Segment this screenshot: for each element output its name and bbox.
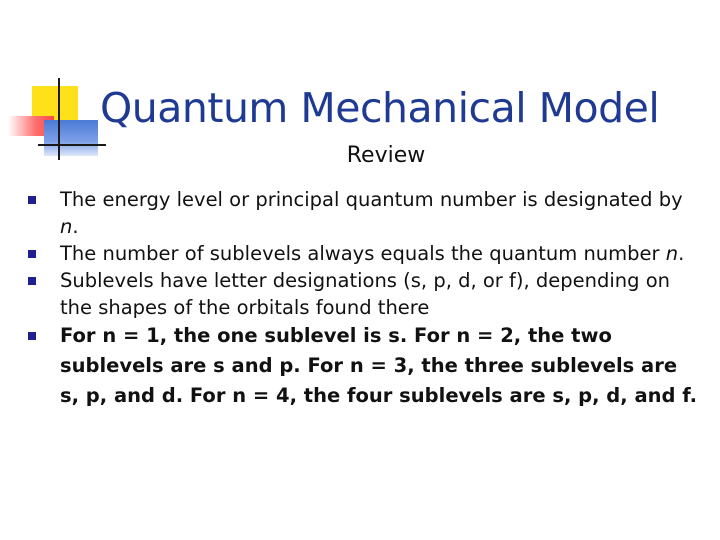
bullet-text-end: . (678, 242, 685, 265)
square-bullet-icon (28, 277, 36, 285)
bullet-item (28, 321, 698, 411)
bullet-italic-text: n (665, 242, 679, 265)
bullet-item (28, 267, 698, 321)
bullet-text: The number of sublevels always equals the quantum number (60, 242, 666, 265)
bullet-text-end: . (72, 215, 79, 238)
bullet-item (28, 186, 698, 240)
bullet-text: For n = 1, the one sublevel is s. For n = 2, the two sublevels are s and p. For n = 3, the three sublevels are s, p, and d. For n = 4, the four sublevels are s, p, d, and f. (60, 324, 698, 407)
bullet-item (28, 240, 698, 267)
slide-title: Quantum Mechanical Model (100, 84, 660, 132)
bullet-list (28, 186, 698, 411)
square-bullet-icon (28, 332, 36, 340)
logo-horizontal-line (38, 144, 106, 146)
logo-blue-square (44, 120, 98, 156)
square-bullet-icon (28, 250, 36, 258)
square-bullet-icon (28, 196, 36, 204)
bullet-text: Sublevels have letter designations (s, p, d, or f), depending on the shapes of the orbitals found there (60, 269, 671, 319)
bullet-italic-text: n (60, 215, 73, 238)
logo-vertical-line (58, 78, 60, 160)
slide-subtitle: Review (346, 143, 426, 168)
bullet-text: The energy level or principal quantum number is designated by (60, 188, 683, 211)
